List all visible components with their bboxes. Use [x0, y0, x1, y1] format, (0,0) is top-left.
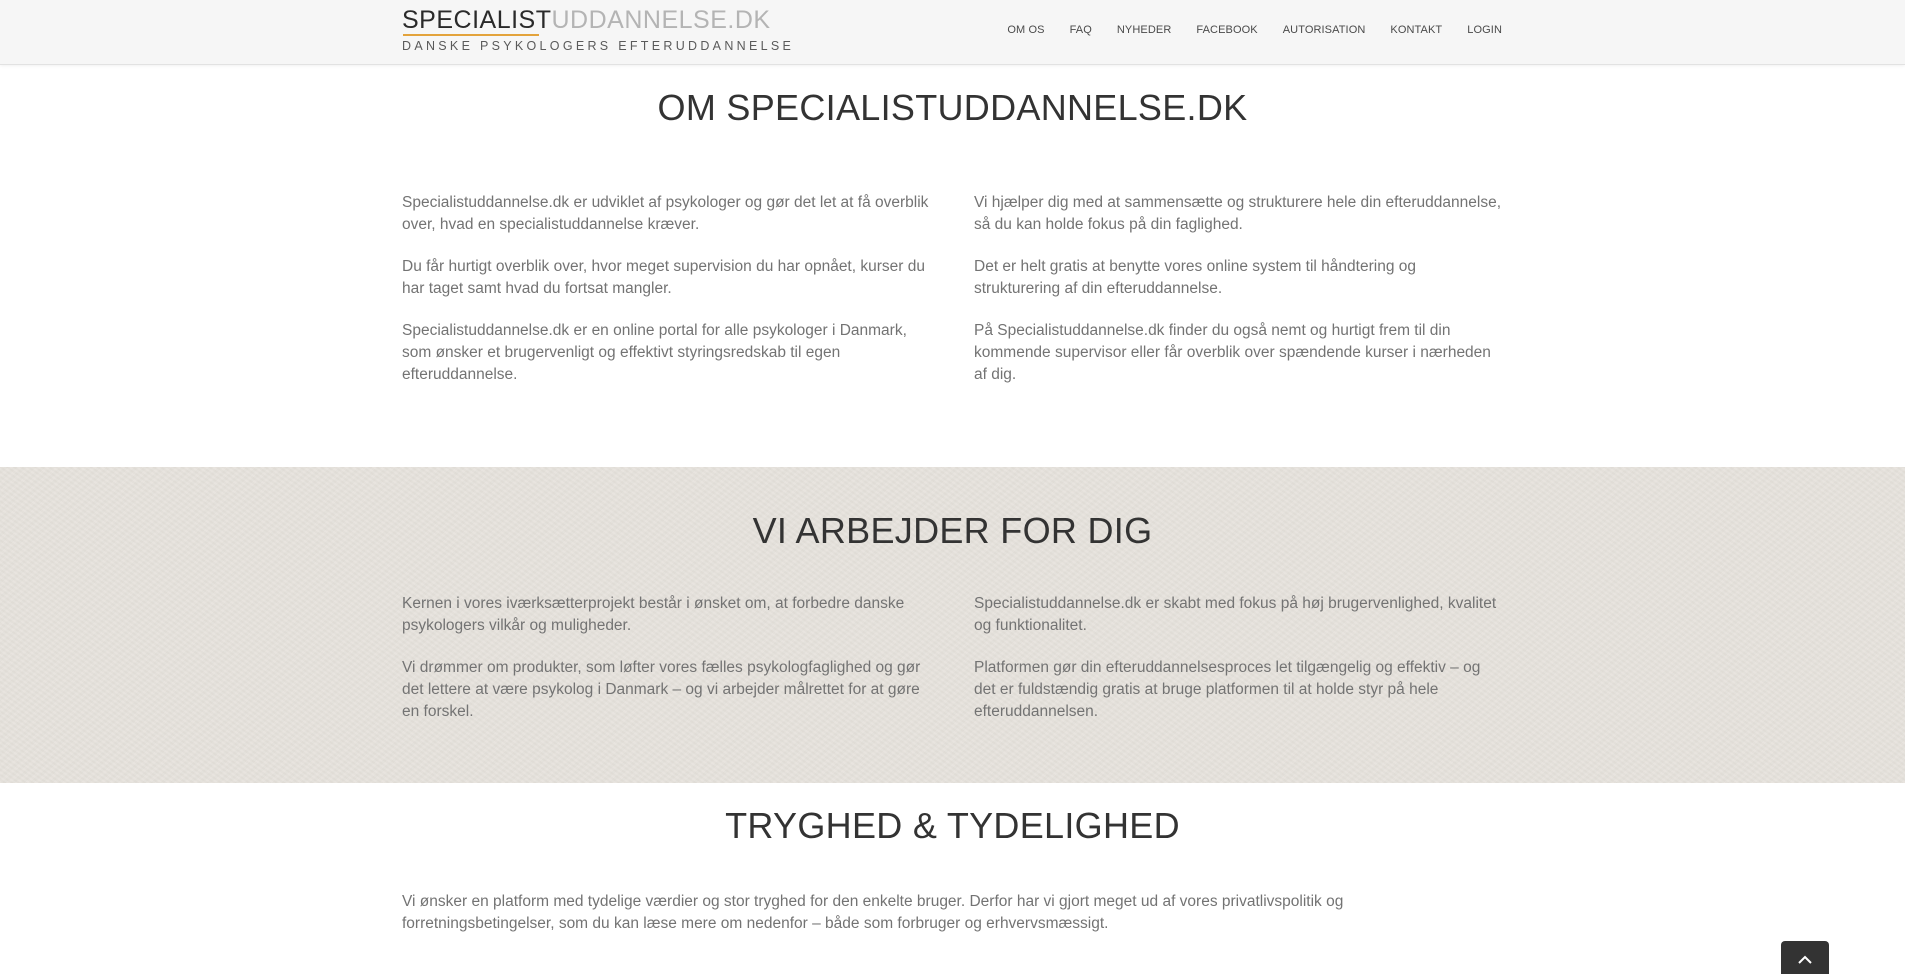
work-title: VI ARBEJDER FOR DIG — [752, 510, 1153, 551]
logo-tagline: DANSKE PSYKOLOGERS EFTERUDDANNELSE — [402, 39, 795, 53]
site-header — [0, 0, 1905, 65]
work-paragraph: Specialistuddannelse.dk er skabt med fokus på høj brugervenlighed, kvalitet og funktionalitet. — [974, 595, 1497, 634]
back-to-top-button[interactable] — [1781, 941, 1829, 974]
work-right-column — [974, 593, 1504, 743]
work-paragraph: Kernen i vores iværksætterprojekt består i ønsket om, at forbedre danske psykologers vilkår og muligheder. — [402, 595, 905, 634]
about-paragraph: Vi hjælper dig med at sammensætte og strukturere hele din efteruddannelse, så du kan holde fokus på din faglighed. — [974, 194, 1502, 233]
nav-item-om-os[interactable]: OM OS — [1007, 24, 1045, 36]
about-left-column — [402, 192, 932, 406]
nav-item-facebook[interactable]: FACEBOOK — [1196, 24, 1258, 36]
about-title: OM SPECIALISTUDDANNELSE.DK — [657, 87, 1248, 128]
logo-dark-text: SPECIALIST — [402, 6, 552, 34]
nav-item-autorisation[interactable]: AUTORISATION — [1282, 24, 1366, 36]
safety-text: Vi ønsker en platform med tydelige værdier og stor tryghed for den enkelte bruger. Derfor har vi gjort meget ud af vores privatlivspolitik og forretningsbetingelser, som du kan læse mere om nedenfor – både som forbruger og erhvervsmæssigt. — [402, 893, 1344, 932]
chevron-up-icon — [1797, 952, 1813, 970]
site-logo[interactable] — [402, 6, 795, 53]
about-right-column — [974, 192, 1504, 406]
work-paragraph: Vi drømmer om produkter, som løfter vores fælles psykologfaglighed og gør det lettere at være psykolog i Danmark – og vi arbejder målrettet for at gøre en forskel. — [402, 659, 921, 720]
safety-section — [0, 783, 1905, 974]
work-section — [0, 467, 1905, 783]
about-paragraph: Specialistuddannelse.dk er udviklet af psykologer og gør det let at få overblik over, hvad en specialistuddannelse kræver. — [402, 194, 929, 233]
nav-item-nyheder[interactable]: NYHEDER — [1116, 24, 1172, 36]
logo-light-text: UDDANNELSE.DK — [551, 6, 771, 34]
about-paragraph: Specialistuddannelse.dk er en online portal for alle psykologer i Danmark, som ønsker et brugervenligt og effektivt styringsredskab til egen efteruddannelse. — [402, 322, 907, 383]
about-paragraph: På Specialistuddannelse.dk finder du også nemt og hurtigt frem til din kommende supervisor eller får overblik over spændende kurser i nærheden af dig. — [974, 322, 1491, 383]
about-section — [0, 65, 1905, 467]
nav-item-kontakt[interactable]: KONTAKT — [1390, 24, 1443, 36]
logo-wordmark — [402, 6, 771, 34]
about-paragraph: Du får hurtigt overblik over, hvor meget supervision du har opnået, kurser du har taget samt hvad du fortsat mangler. — [402, 258, 925, 297]
work-paragraph: Platformen gør din efteruddannelsesproces let tilgængelig og effektiv – og det er fuldstændig gratis at bruge platformen til at holde styr på hele efteruddannelsen. — [974, 659, 1481, 720]
about-paragraph: Det er helt gratis at benytte vores online system til håndtering og strukturering af din efteruddannelse. — [974, 258, 1416, 297]
main-nav — [982, 24, 1502, 36]
logo-accent-underline — [403, 34, 539, 36]
nav-item-login[interactable]: LOGIN — [1467, 24, 1502, 36]
work-left-column — [402, 593, 932, 743]
safety-title: TRYGHED & TYDELIGHED — [725, 805, 1180, 846]
nav-item-faq[interactable]: FAQ — [1069, 24, 1092, 36]
